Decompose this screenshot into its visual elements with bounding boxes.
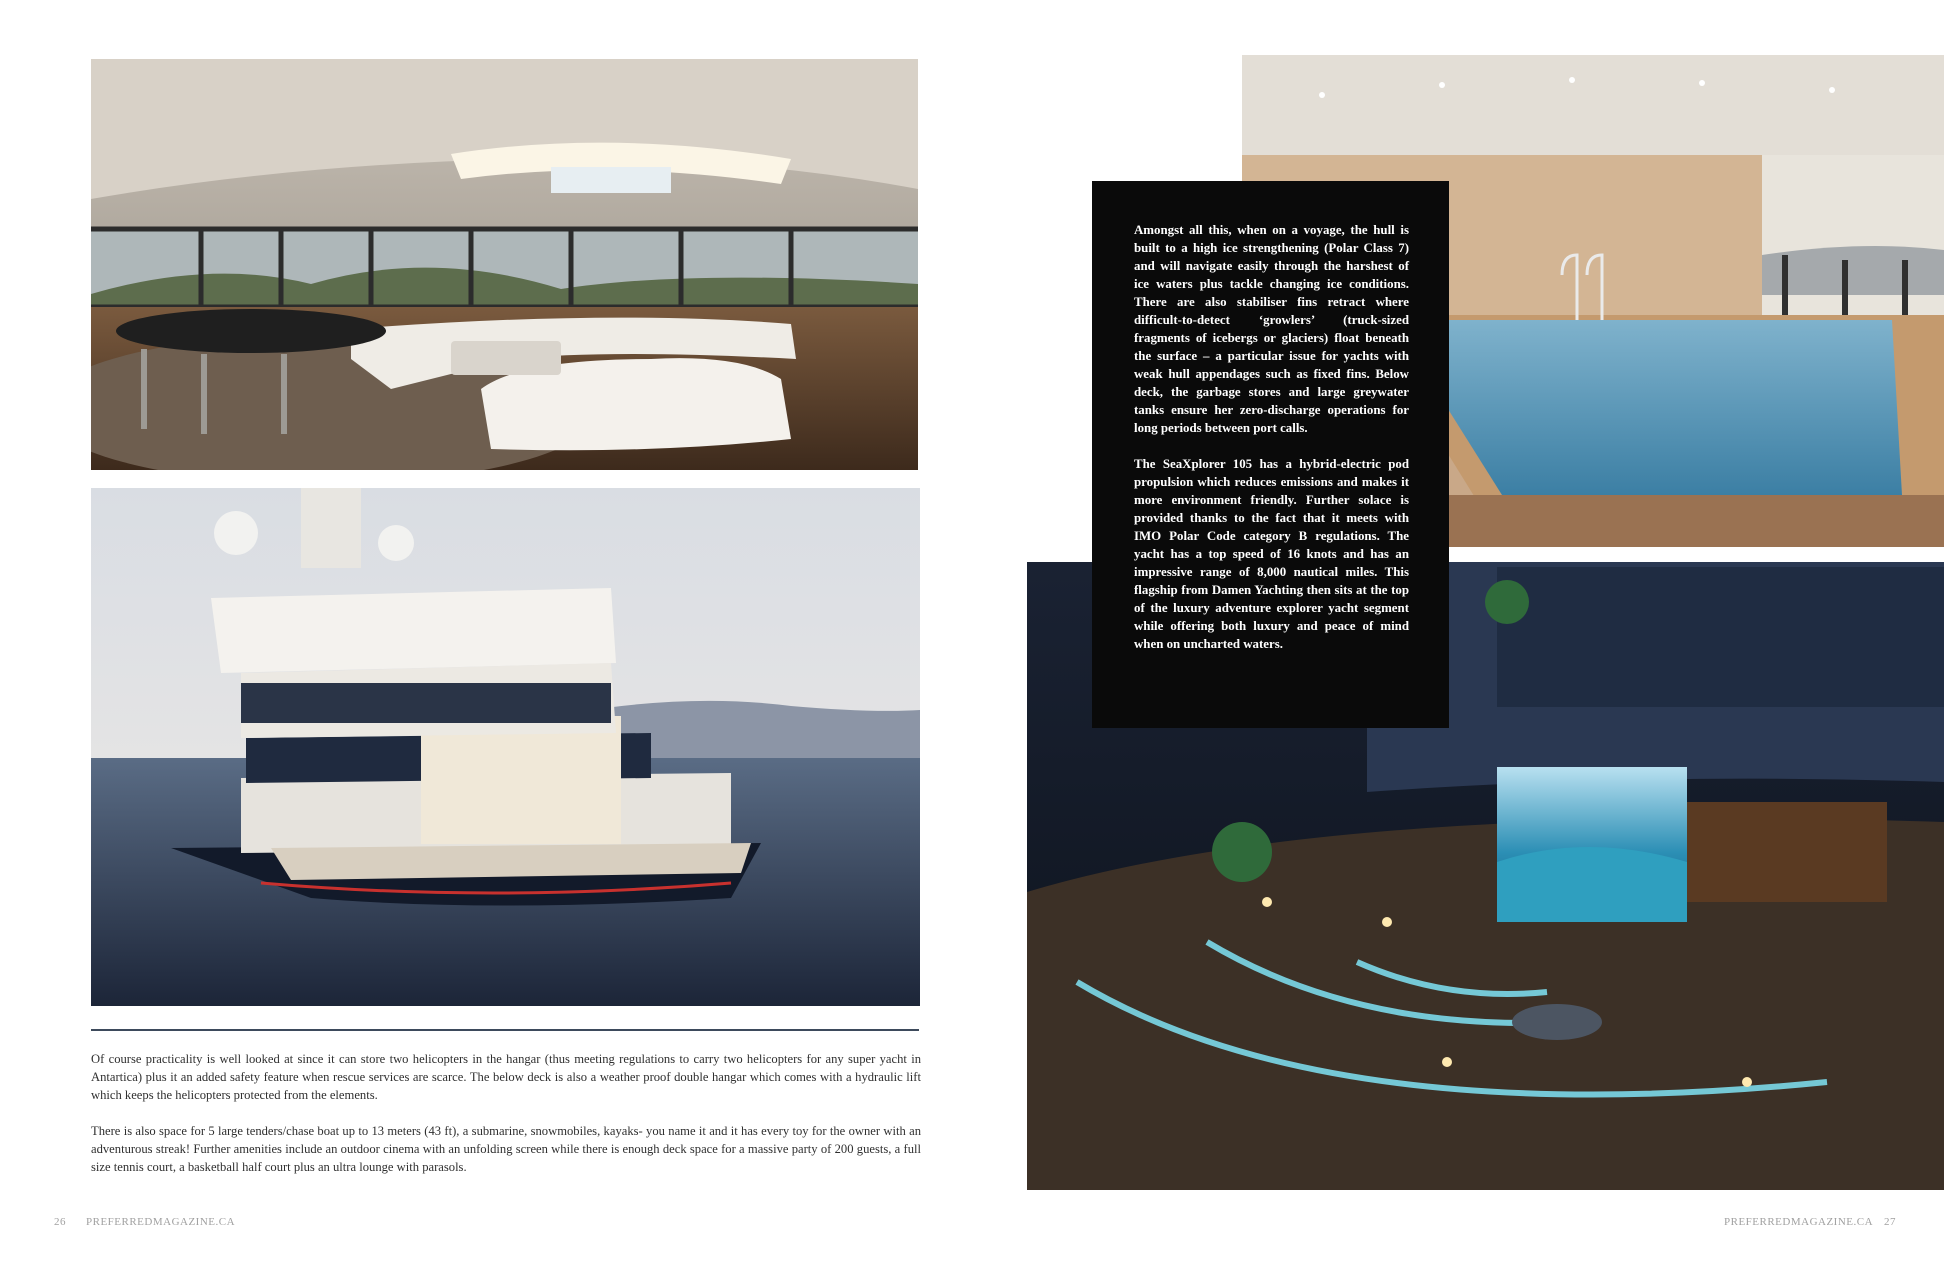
article-body <box>91 1050 921 1194</box>
sidebar-paragraph: The SeaXplorer 105 has a hybrid-electric pod propulsion which reduces emissions and makes it more environment friendly. Further solace is provided thanks to the fact that it meets with IMO Polar Code category B regulations. The yacht has a top speed of 16 knots and has an impressive range of 8,000 nautical miles. This flagship from Damen Yachting then sits at the top of the luxury adventure explorer yacht segment while offering both luxury and peace of mind when on uncharted waters. <box>1134 457 1409 651</box>
site-url-left: PREFERREDMAGAZINE.CA <box>86 1216 236 1228</box>
site-url-right: PREFERREDMAGAZINE.CA <box>1724 1216 1874 1228</box>
page-number-left: 26 <box>54 1216 66 1228</box>
sidebar-paragraph: Amongst all this, when on a voyage, the hull is built to a high ice strengthening (Polar Class 7) and will navigate easily through the harshest of ice waters plus tackle changing ice conditions. There are also stabiliser fins retract where difficult-to-detect ‘growlers’ (truck-sized fragments of icebergs or glaciers) float beneath the surface – a particular issue for yachts with weak hull appendages such as fixed fins. Below deck, the garbage stores and large greywater tanks ensure her zero-discharge operations for long periods between port calls. <box>1134 223 1409 435</box>
lounge-interior-photo <box>91 59 918 470</box>
yacht-exterior-photo <box>91 488 920 1006</box>
body-paragraph: There is also space for 5 large tenders/chase boat up to 13 meters (43 ft), a submarine, snowmobiles, kayaks- you name it and it has every toy for the owner with an adventurous streak! Further amenities include an outdoor cinema with an unfolding screen while there is enough deck space for a massive party of 200 guests, a full size tennis court, a basketball half court plus an ultra lounge with parasols. <box>91 1124 921 1174</box>
sidebar-text-panel <box>1092 181 1449 728</box>
divider-rule <box>91 1029 919 1031</box>
page-number-right: 27 <box>1884 1216 1896 1228</box>
body-paragraph: Of course practicality is well looked at since it can store two helicopters in the hangar (thus meeting regulations to carry two helicopters for any super yacht in Antartica) plus it an added safety feature when rescue services are scarce. The below deck is also a weather proof double hangar which comes with a hydraulic lift which keeps the helicopters protected from the elements. <box>91 1052 921 1102</box>
